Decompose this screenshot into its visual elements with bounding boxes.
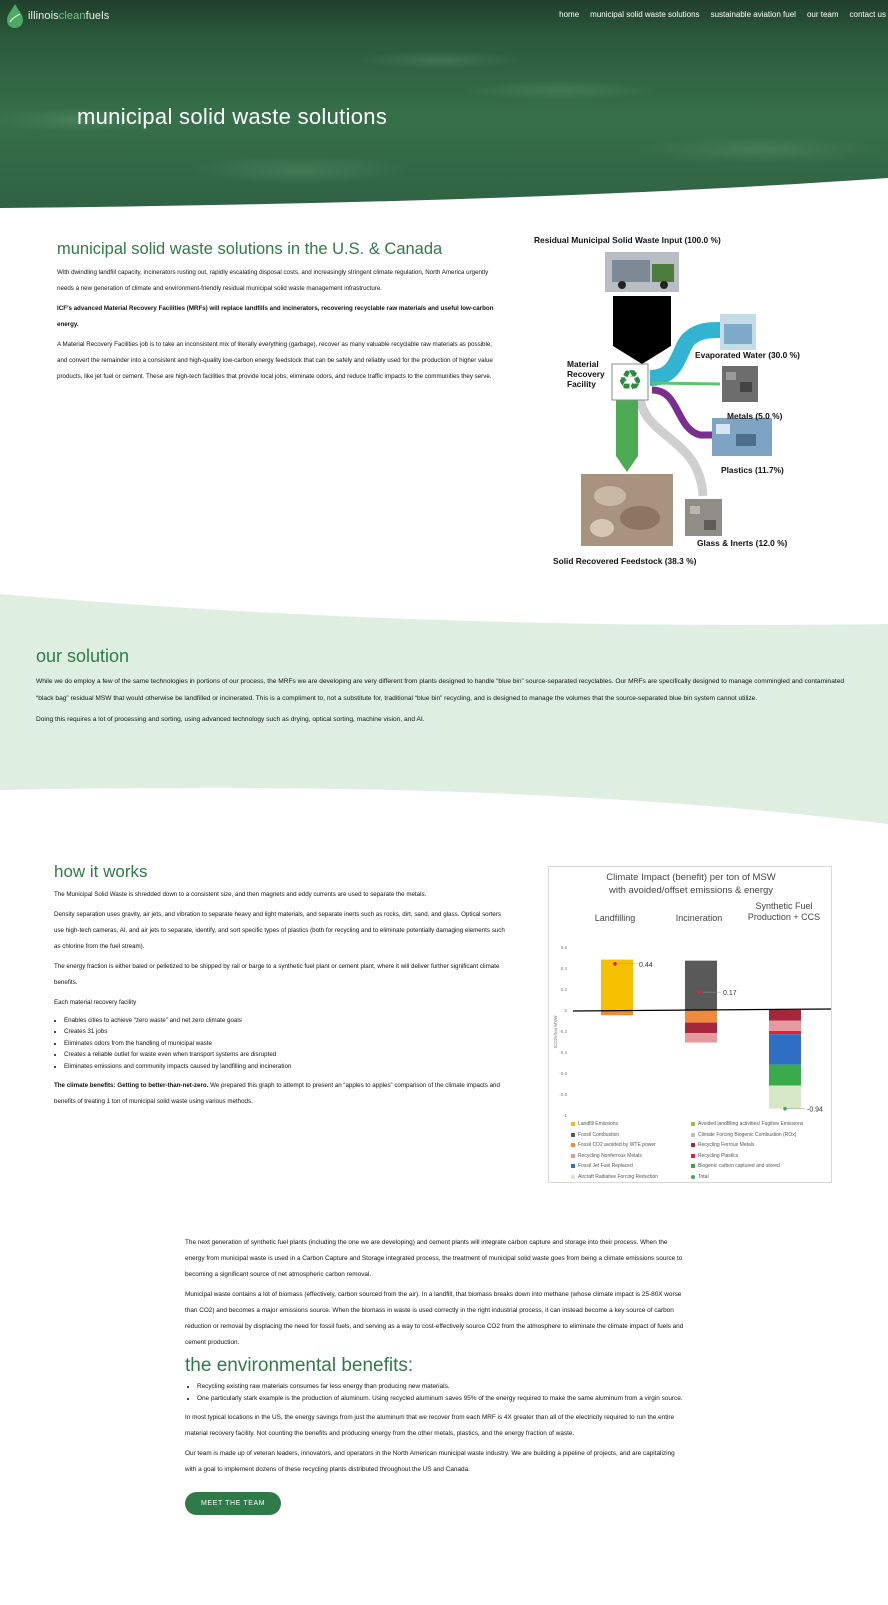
legend-entry — [691, 1119, 821, 1130]
legend-entry — [571, 1119, 691, 1130]
legend-swatch — [571, 1154, 575, 1158]
y-tick-label: -0.4 — [559, 1050, 567, 1055]
legend-label: Recycling Nonferrous Metals — [578, 1152, 642, 1159]
legend-entry — [691, 1151, 821, 1162]
legend-swatch — [691, 1154, 695, 1158]
legend-swatch — [571, 1175, 575, 1179]
logo-part-fuels: fuels — [85, 10, 110, 22]
legend-label: Landfill Emissions — [578, 1121, 619, 1128]
y-tick-label: -1 — [562, 1113, 567, 1117]
legend-label: Total — [698, 1173, 709, 1180]
bar-segment — [769, 1010, 801, 1021]
y-tick-label: 0 — [564, 1008, 567, 1013]
climate-benefits-bold: The climate benefits: Getting to better-than-net-zero. — [54, 1082, 209, 1090]
solution-paragraph-1: While we do employ a few of the same technologies in portions of our process, the MRFs we are developing are very different from plants designed to handle “blue bin” source-separated recyclables. Our MRFs are specifically designed to manage commingled and contaminated “black bag” residual MSW that would otherwise be landfilled or incinerated. This is a compliment to, not a substitute for, traditional “blue bin” recycling, and is designed to manage the volumes that the source-separated blue bin system cannot utilize. — [36, 678, 845, 702]
legend-swatch — [571, 1164, 575, 1168]
nav-home[interactable]: home — [559, 10, 580, 19]
how-bullet: • Eliminates odors from the handling of municipal waste — [64, 1038, 506, 1049]
how-paragraph-2: Density separation uses gravity, air jets, and vibration to separate heavy and light materials, and separate inerts such as rocks, dirt, sand, and glass. Optical sorters use high-tech cameras, AI, and air jets to separate, identify, and sort specific types of plastics (both for recycling and to eliminate potentially damaging elements such as chlorine from the fuel stream). — [54, 911, 505, 950]
total-data-label: 0.17 — [723, 990, 737, 998]
sankey-water-label: Evaporated Water (30.0 %) — [695, 350, 800, 360]
legend-swatch — [571, 1133, 575, 1137]
main-nav — [559, 10, 886, 19]
sankey-metals-label: Metals (5.0 %) — [727, 411, 783, 421]
legend-label: Climate Forcing Biogenic Combustion (ROx) — [698, 1131, 797, 1138]
how-heading: how it works — [54, 862, 148, 881]
leaf-drop-icon — [5, 2, 25, 30]
bar-segment — [769, 1031, 801, 1034]
legend-entry — [691, 1140, 821, 1151]
legend-entry — [571, 1130, 691, 1141]
legend-swatch — [691, 1143, 695, 1147]
chart-legend — [571, 1119, 831, 1182]
legend-swatch — [691, 1175, 695, 1179]
total-marker — [783, 1107, 787, 1111]
legend-label: Fossil Jet Fuel Replaced — [578, 1163, 633, 1170]
bar-segment — [601, 960, 633, 1010]
how-bullet: • Creates 31 jobs — [64, 1026, 506, 1037]
sankey-plastics-label: Plastics (11.7%) — [721, 465, 784, 475]
how-bullet: • Creates a reliable outlet for waste even when transport systems are disrupted — [64, 1049, 506, 1060]
bar-segment — [769, 1021, 801, 1032]
intro-heading: municipal solid waste solutions in the U.S. & Canada — [57, 240, 443, 258]
climate-impact-chart — [548, 866, 832, 1183]
how-bullet-list — [64, 1015, 506, 1072]
how-bullet: • Eliminates emissions and community impacts caused by landfilling and incineration — [64, 1061, 506, 1072]
logo-wordmark — [28, 10, 109, 22]
nav-contact-us[interactable]: contact us — [849, 10, 886, 19]
legend-entry — [571, 1172, 691, 1183]
legend-entry — [691, 1161, 821, 1172]
solution-paragraph-2: Doing this requires a lot of processing and sorting, using advanced technology such as drying, optical sorting, machine vision, and AI. — [36, 716, 425, 723]
glass-image — [685, 499, 722, 536]
environmental-section — [185, 1235, 685, 1515]
how-paragraph-3: The energy fraction is either baled or pelletized to be shipped by rail or barge to a synthetic fuel plant or cement plant, where it will deliver further significant climate benefits. — [54, 963, 500, 986]
y-tick-label: -0.2 — [559, 1029, 567, 1034]
recycle-icon: ♻ — [617, 364, 643, 397]
page-title: municipal solid waste solutions — [77, 104, 388, 129]
bar-segment — [769, 1086, 801, 1109]
climate-benefits-text: We prepared this graph to attempt to present an “apples to apples” comparison of the climate impacts and benefits of treating 1 ton of municipal solid waste using various methods. — [54, 1082, 500, 1106]
intro-paragraph-2 — [57, 301, 497, 333]
sankey-glass-label: Glass & Inerts (12.0 %) — [697, 538, 788, 548]
intro-paragraph-3: A Material Recovery Facilities job is to take an inconsistent mix of literally everything (garbage), recover as many valuable recyclable raw materials as possible, and convert the remainder into a consistent and high-quality low-carbon energy feedstock that can be safely and reliably used for the production of higher value products, like jet fuel or cement. These are high-tech facilities that provide local jobs, eliminate odors, and reduce traffic impacts to the communities they serve. — [57, 341, 493, 380]
legend-swatch — [571, 1143, 575, 1147]
bottom-paragraph-1: The next generation of synthetic fuel plants (including the one we are developing) and cement plants will integrate carbon capture and storage into their process. When the energy from municipal waste is used in a Carbon Capture and Storage integrated process, the treatment of municipal solid waste goes from being a climate emissions source to becoming a significant source of net atmospheric carbon removal. — [185, 1239, 683, 1278]
site-logo[interactable] — [5, 2, 109, 30]
meet-the-team-button[interactable]: MEET THE TEAM — [185, 1492, 281, 1515]
legend-label: Recycling Plastics — [698, 1152, 739, 1159]
legend-swatch — [571, 1122, 575, 1126]
y-axis-label: tCO2e/ton MSW — [553, 1015, 558, 1049]
benefit-bullet: • One particularly stark example is the production of aluminum. Using recycled aluminum saves 95% of the energy required to make the same aluminum from a virgin source. — [197, 1393, 685, 1405]
legend-label: Recycling Ferrous Metals — [698, 1142, 755, 1149]
mrf-sankey-diagram — [534, 235, 800, 578]
chart-category-label: Landfilling — [594, 913, 636, 923]
sankey-graphic — [540, 238, 800, 578]
benefit-bullet: • Recycling existing raw materials consumes far less energy than producing new materials. — [197, 1381, 685, 1393]
nav-msw-solutions[interactable]: municipal solid waste solutions — [590, 10, 700, 19]
y-tick-label: -0.6 — [559, 1071, 567, 1076]
input-flow-arrow — [613, 296, 671, 364]
bar-segment — [685, 961, 717, 1010]
sankey-feedstock-label: Solid Recovered Feedstock (38.3 %) — [553, 556, 697, 566]
total-marker — [697, 990, 701, 994]
bar-segment — [685, 1033, 717, 1042]
how-it-works-section — [54, 862, 506, 1114]
bar-segment — [685, 1010, 717, 1023]
intro-paragraph-2-bold: ICF’s advanced Material Recovery Facilities (MRFs) will replace landfills and incinerators, recovering recyclable raw materials and useful low-carbon energy. — [57, 305, 494, 328]
legend-entry — [571, 1151, 691, 1162]
feedstock-flow-arrow — [616, 400, 638, 472]
how-bullet: • Enables cities to achieve “zero waste” and net zero climate goals — [64, 1015, 506, 1026]
chart-subtitle: with avoided/offset emissions & energy — [608, 885, 774, 896]
nav-our-team[interactable]: our team — [806, 10, 839, 19]
bar-segment — [769, 1065, 801, 1086]
y-tick-label: 0.2 — [560, 987, 567, 992]
logo-part-illinois: illinois — [28, 10, 59, 22]
chart-category-label: Synthetic Fuel Production + CCS — [747, 901, 821, 922]
how-list-intro: Each material recovery facility — [54, 999, 137, 1006]
legend-label: Biogenic carbon captured and stored — [698, 1163, 780, 1170]
solution-section — [0, 594, 888, 824]
bar-segment — [685, 1023, 717, 1034]
chart-title: Climate Impact (benefit) per ton of MSW — [606, 872, 776, 883]
y-tick-label: 0.6 — [560, 945, 567, 950]
chart-category-label: Incineration — [675, 913, 723, 923]
legend-swatch — [691, 1122, 695, 1126]
legend-label: Fossil CO2 avoided by WTE power — [578, 1142, 656, 1149]
bar-segment — [769, 1034, 801, 1064]
legend-label: Aircraft Radiative Forcing Reduction — [578, 1173, 659, 1180]
environmental-benefits-heading: the environmental benefits: — [185, 1355, 414, 1376]
sankey-facility-label: Material Recovery Facility — [567, 359, 605, 389]
total-data-label: -0.94 — [807, 1106, 823, 1114]
hero-banner — [0, 0, 888, 215]
sankey-input-label: Residual Municipal Solid Waste Input (100.0 %) — [534, 235, 721, 245]
benefits-bullet-list — [197, 1381, 685, 1404]
legend-entry — [691, 1130, 821, 1141]
bottom-paragraph-3: In most typical locations in the US, the energy savings from just the aluminum that we recover from each MRF is 4X greater than all of the electricity required to run the entire material recovery facility. Not counting the benefits and producing energy from the other metals, plastics, and the energy fraction of waste. — [185, 1414, 675, 1438]
intro-section — [57, 240, 497, 389]
bottom-paragraph-2: Municipal waste contains a lot of biomass (effectively, carbon sourced from the air). In a landfill, that biomass breaks down into methane (whose climate impact is 25-80X worse than CO2) and becomes a major emissions source. When the biomass in waste is used correctly in the right industrial process, it can instead become a key source of carbon reduction or removal by displacing the need for fossil fuels, and serving as a way to cost-effectively source CO2 from the atmosphere to eliminate the climate impact of fuels and cement production. — [185, 1291, 684, 1346]
logo-part-clean: clean — [58, 10, 86, 22]
total-marker — [613, 962, 617, 966]
total-data-label: 0.44 — [639, 961, 653, 969]
legend-label: Avoided landfilling activities/ Fugitive Emissions — [698, 1121, 804, 1128]
solution-content — [36, 646, 856, 732]
how-paragraph-1: The Municipal Solid Waste is shredded down to a consistent size, and then magnets and eddy currents are used to separate the metals. — [54, 891, 427, 898]
nav-sustainable-aviation-fuel[interactable]: sustainable aviation fuel — [710, 10, 796, 19]
legend-entry — [571, 1161, 691, 1172]
chart-plot-area — [549, 867, 833, 1117]
y-tick-label: 0.4 — [560, 966, 567, 971]
intro-paragraph-1: With dwindling landfill capacity, incinerators rusting out, rapidly escalating disposal costs, and increasingly stringent climate regulation, North America urgently needs a new generation of climate and environment-friendly residual municipal solid waste management infrastructure. — [57, 269, 489, 292]
climate-benefits-paragraph — [54, 1078, 506, 1110]
bottom-paragraph-4: Our team is made up of veteran leaders, innovators, and operators in the North American municipal waste industry. We are building a pipeline of projects, and are capitalizing with a goal to implement dozens of these recycling plants distributed throughout the US and Canada. — [185, 1450, 675, 1474]
metals-flow — [652, 383, 720, 384]
solution-heading: our solution — [36, 646, 130, 666]
legend-entry — [691, 1172, 821, 1183]
y-tick-label: -0.8 — [559, 1092, 567, 1097]
legend-label: Fossil Combustion — [578, 1131, 620, 1138]
legend-swatch — [691, 1133, 695, 1137]
legend-swatch — [691, 1164, 695, 1168]
legend-entry — [571, 1140, 691, 1151]
